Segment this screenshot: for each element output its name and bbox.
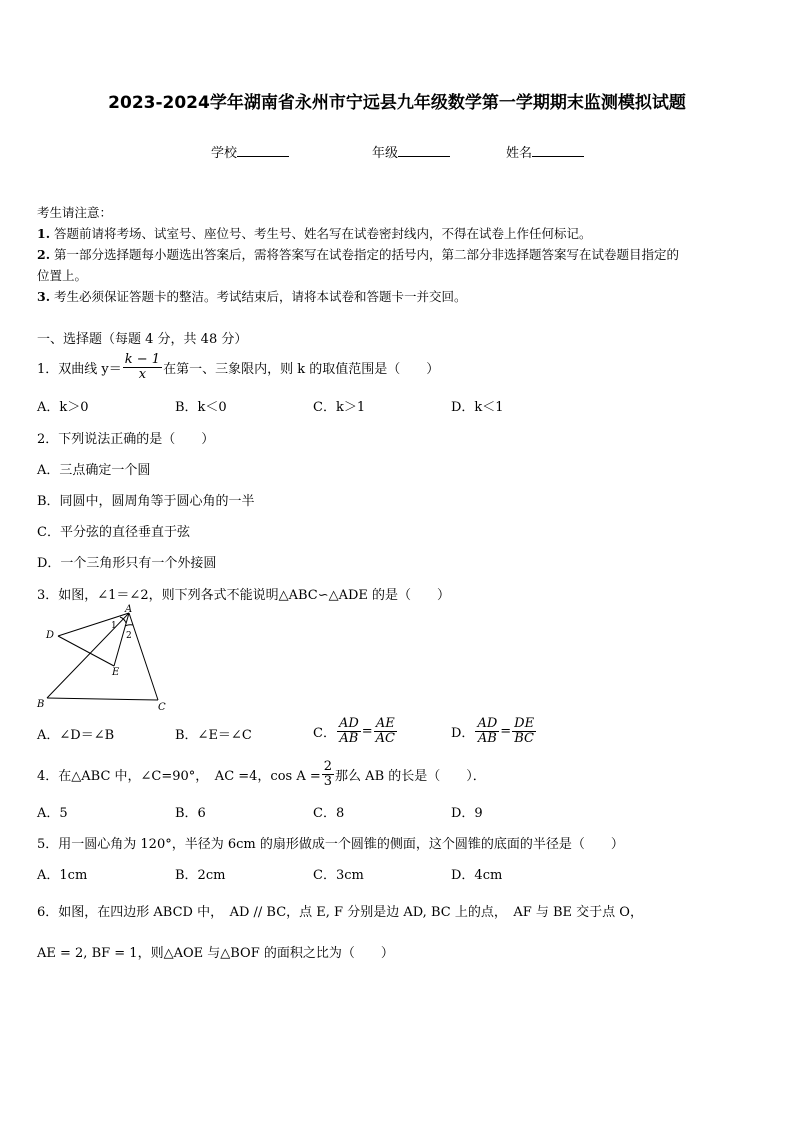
q5-option-a[interactable]: A．1cm [37,868,88,883]
notice-item-text: 考生必须保证答题卡的整洁。考试结束后，请将本试卷和答题卡一并交回。 [54,289,467,304]
label-e: E [112,667,120,678]
label-a: A [125,604,133,615]
notice-heading: 考生请注意： [37,205,113,220]
question-1-stem [37,348,439,386]
q1-frac-num: k − 1 [124,351,161,367]
q3-c-den-2: AC [375,730,396,746]
q3-c-num-1: AD [338,715,359,731]
label-d: D [46,630,55,641]
q2-option-b[interactable]: B．同圆中，圆周角等于圆心角的一半 [37,494,255,509]
segment-de [58,636,114,666]
notice-item-number: 2. [37,247,51,262]
notice-item-text: 答题前请将考场、试室号、座位号、考生号、姓名写在试卷密封线内，不得在试卷上作任何标记。 [54,226,592,241]
q3-c-fraction-2 [374,717,397,745]
q2-option-c[interactable]: C．平分弦的直径垂直于弦 [37,525,190,540]
name-label: 姓名 [506,146,533,161]
q3-option-b[interactable]: B．∠E＝∠C [175,728,252,743]
question-5-stem: 5．用一圆心角为 120°，半径为 6cm 的扇形做成一个圆锥的侧面，这个圆锥的底面的半径是（ ） [37,837,624,852]
q4-pre: 4．在△ABC 中，∠C=90°， AC =4，cos A = [37,768,321,784]
angle-2-arc [125,625,133,626]
segment-ac [129,613,158,700]
grade-field[interactable] [372,142,450,161]
page-title: 2023-2024学年湖南省永州市宁远县九年级数学第一学期期末监测模拟试题 [108,93,686,113]
grade-label: 年级 [372,146,399,161]
question-6-stem: 6．如图，在四边形 ABCD 中， AD // BC，点 E, F 分别是边 AD, BC 上的点， AF 与 BE 交于点 O， [37,905,643,920]
q4-option-a[interactable]: A．5 [37,806,68,821]
school-field[interactable] [211,142,289,161]
q3-option-d[interactable] [451,710,537,752]
q2-option-d[interactable]: D．一个三角形只有一个外接圆 [37,556,217,571]
q3-d-den-1: AB [477,730,497,746]
q3-c-equals: = [361,723,373,739]
q3-d-num-2: DE [514,715,535,731]
q5-option-c[interactable]: C．3cm [313,868,364,883]
q3-d-equals: = [500,723,512,739]
label-angle-2: 2 [126,631,132,641]
q3-option-c-prefix: C． [313,725,336,741]
school-label: 学校 [211,146,238,161]
label-c: C [158,702,166,713]
question-4-stem [37,755,486,793]
notice-item-number: 1. [37,226,51,241]
q3-d-den-2: BC [514,730,534,746]
label-angle-1: 1 [111,621,117,631]
question-3-stem: 3．如图，∠1＝∠2，则下列各式不能说明△ABC∽△ADE 的是（ ） [37,588,451,603]
name-blank[interactable] [532,144,584,157]
q1-post: 在第一、三象限内，则 k 的取值范围是（ ） [163,361,440,377]
q2-option-a[interactable]: A．三点确定一个圆 [37,463,151,478]
q1-frac-den: x [138,366,147,382]
grade-blank[interactable] [398,144,450,157]
q3-d-num-1: AD [477,715,498,731]
q1-option-b[interactable]: B．k＜0 [175,400,227,415]
q3-d-fraction-2 [512,717,536,745]
q1-option-d[interactable]: D．k＜1 [451,400,504,415]
question-2-stem: 2．下列说法正确的是（ ） [37,432,215,447]
q4-post: 那么 AB 的长是（ ）． [335,768,486,784]
triangle-figure [34,603,174,713]
q3-c-den-1: AB [339,730,359,746]
q3-option-c[interactable] [313,710,398,752]
q3-d-fraction-1 [475,717,499,745]
q4-frac-num: 2 [323,758,333,774]
q3-option-d-prefix: D． [451,725,475,741]
q5-option-d[interactable]: D．4cm [451,868,503,883]
notice-item-number: 3. [37,289,51,304]
q4-option-c[interactable]: C．8 [313,806,345,821]
question-6-stem-cont: AE = 2, BF = 1，则△AOE 与△BOF 的面积之比为（ ） [37,946,394,961]
q1-option-c[interactable]: C．k＞1 [313,400,366,415]
q4-fraction [322,760,334,788]
q4-option-d[interactable]: D．9 [451,806,483,821]
name-field[interactable] [506,142,584,161]
notice-item-3 [37,287,467,305]
school-blank[interactable] [237,144,289,157]
q1-fraction [123,353,162,381]
q3-c-fraction-1 [337,717,361,745]
q4-frac-den: 3 [323,773,333,789]
q3-option-a[interactable]: A．∠D＝∠B [37,728,115,743]
notice-item-1 [37,224,592,242]
section-title: 一、选择题（每题 4 分，共 48 分） [37,332,248,347]
notice-item-2 [37,245,679,263]
q4-option-b[interactable]: B．6 [175,806,206,821]
segment-bc [47,698,158,700]
q5-option-b[interactable]: B．2cm [175,868,226,883]
notice-item-text: 第一部分选择题每小题选出答案后，需将答案写在试卷指定的括号内，第二部分非选择题答案写在试卷题目指定的 [54,247,680,262]
q3-c-num-2: AE [374,717,397,732]
q1-pre: 1．双曲线 y＝ [37,361,122,377]
notice-item-2-cont: 位置上。 [37,268,88,283]
label-b: B [37,699,45,710]
q1-option-a[interactable]: A．k＞0 [37,400,89,415]
